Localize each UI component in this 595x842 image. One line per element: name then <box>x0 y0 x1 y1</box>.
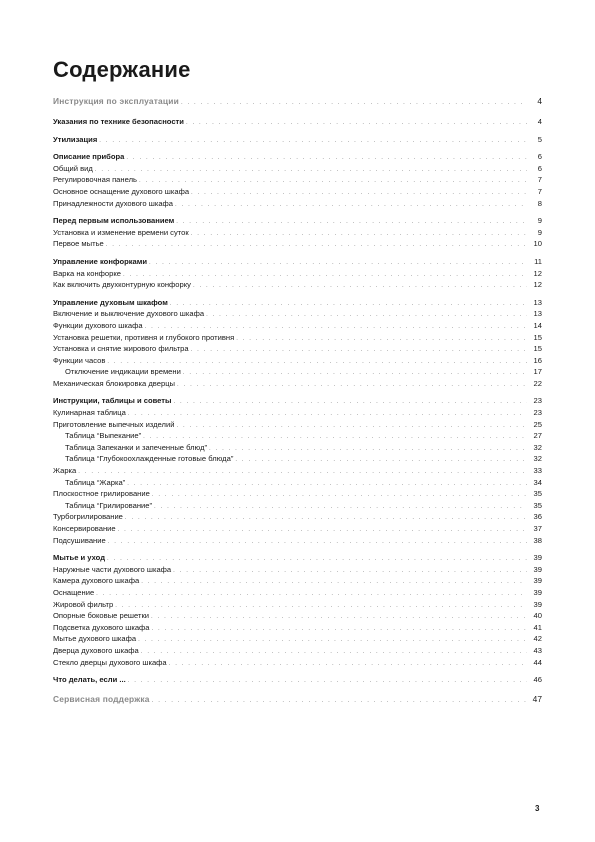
toc-entry-page: 27 <box>533 431 542 441</box>
toc-entry-page: 41 <box>533 622 542 632</box>
page-number: 3 <box>535 804 540 813</box>
toc-entry-page: 39 <box>533 553 542 563</box>
toc-entry <box>53 215 542 227</box>
toc-entry-label: Подсушивание <box>53 535 106 545</box>
toc-entry <box>53 511 542 523</box>
toc-entry-page: 7 <box>537 186 542 196</box>
toc-entry-page: 37 <box>533 524 542 533</box>
dot-leader <box>95 165 527 177</box>
toc-entry-label: Таблица “Выпекание” <box>65 431 142 441</box>
toc-entry <box>53 657 542 669</box>
dot-leader <box>141 577 527 589</box>
toc-entry <box>53 186 542 198</box>
toc-entry-page: 7 <box>537 175 542 185</box>
toc-entry <box>53 575 542 587</box>
toc-entry-label: Камера духового шкафа <box>53 576 140 586</box>
toc-entry-page: 15 <box>533 332 542 342</box>
dot-leader <box>173 566 527 578</box>
toc-entry-label: Механическая блокировка дверцы <box>53 378 175 388</box>
toc-entry-page: 13 <box>533 297 542 307</box>
toc-entry-label: Таблица Запеканки и запеченные блюд” <box>65 442 208 452</box>
toc-entry <box>53 407 542 419</box>
toc-entry-page: 6 <box>537 152 542 162</box>
toc-entry-label: Как включить двухконтурную конфорку <box>53 280 191 290</box>
dot-leader <box>186 118 527 130</box>
dot-leader <box>152 624 527 636</box>
toc-entry-label: Турбогрилирование <box>53 512 123 522</box>
toc-entry <box>53 238 542 250</box>
toc-entry-page: 16 <box>533 355 542 365</box>
dot-leader <box>118 525 527 537</box>
toc-entry <box>53 151 542 163</box>
toc-entry-label: Приготовление выпечных изделий <box>53 419 175 429</box>
toc-entry <box>53 564 542 576</box>
toc-entry <box>53 134 542 146</box>
dot-leader <box>191 188 527 200</box>
toc-entry-label: Регулировочная панель <box>53 175 137 185</box>
toc-entry-page: 6 <box>537 163 542 173</box>
table-of-contents <box>53 96 542 708</box>
dot-leader <box>151 612 527 624</box>
toc-entry-page: 11 <box>534 256 542 266</box>
toc-entry-page: 23 <box>533 408 542 418</box>
toc-entry <box>53 227 542 239</box>
toc-entry-page: 39 <box>533 576 542 586</box>
toc-entry-label: Таблица “Жарка” <box>65 477 126 487</box>
toc-entry-page: 35 <box>533 500 542 510</box>
toc-entry-label: Сервисная поддержка <box>53 693 150 704</box>
dot-leader <box>176 217 527 229</box>
toc-entry <box>53 279 542 291</box>
toc-entry-page: 12 <box>533 280 542 290</box>
toc-entry-label: Наружные части духового шкафа <box>53 564 172 574</box>
toc-entry <box>53 477 542 489</box>
dot-leader <box>152 696 527 708</box>
dot-leader <box>139 176 527 188</box>
toc-entry-page: 40 <box>533 611 542 621</box>
toc-entry-label: Отключение индикации времени <box>65 367 181 377</box>
toc-entry-page: 17 <box>533 367 542 377</box>
dot-leader <box>176 421 527 433</box>
toc-entry-page: 32 <box>533 454 542 464</box>
dot-leader <box>175 200 527 212</box>
dot-leader <box>154 502 527 514</box>
toc-entry <box>53 442 542 454</box>
toc-entry-page: 38 <box>533 535 542 545</box>
dot-leader <box>169 659 527 671</box>
toc-entry-label: Функции часов <box>53 355 106 365</box>
toc-entry-page: 36 <box>533 512 542 522</box>
toc-entry-label: Мытье духового шкафа <box>53 634 137 644</box>
toc-entry-page: 34 <box>533 477 542 487</box>
dot-leader <box>149 258 527 270</box>
dot-leader <box>191 345 527 357</box>
toc-entry <box>53 694 542 708</box>
toc-entry <box>53 523 542 535</box>
toc-entry-label: Подсветка духового шкафа <box>53 622 150 632</box>
toc-entry-label: Функции духового шкафа <box>53 320 143 330</box>
dot-leader <box>78 467 527 479</box>
dot-leader <box>209 444 527 456</box>
dot-leader <box>236 334 527 346</box>
toc-entry-label: Мытье и уход <box>53 553 106 563</box>
toc-entry <box>53 198 542 210</box>
toc-entry-label: Управление духовым шкафом <box>53 297 168 307</box>
toc-entry-label: Опорные боковые решетки <box>53 611 150 621</box>
toc-entry-page: 15 <box>533 344 542 354</box>
toc-entry-label: Принадлежности духового шкафа <box>53 198 174 208</box>
toc-entry <box>53 430 542 442</box>
dot-leader <box>128 409 527 421</box>
toc-entry-page: 4 <box>537 117 542 126</box>
dot-leader <box>115 601 527 613</box>
page-title: Содержание <box>53 57 191 82</box>
toc-entry <box>53 622 542 634</box>
toc-entry <box>53 163 542 175</box>
toc-entry-label: Консервирование <box>53 524 116 533</box>
dot-leader <box>193 281 527 293</box>
toc-entry <box>53 419 542 431</box>
toc-entry <box>53 320 542 332</box>
toc-entry-label: Управление конфорками <box>53 256 148 266</box>
toc-entry <box>53 343 542 355</box>
toc-entry-label: Перед первым использованием <box>53 216 175 226</box>
toc-entry-page: 4 <box>537 96 542 106</box>
toc-entry-label: Общий вид <box>53 163 93 173</box>
toc-entry <box>53 378 542 390</box>
toc-entry <box>53 633 542 645</box>
toc-entry-label: Плоскостное грилирование <box>53 489 150 499</box>
toc-entry-page: 22 <box>533 378 542 388</box>
dot-leader <box>170 299 527 311</box>
dot-leader <box>127 479 527 491</box>
dot-leader <box>106 240 527 252</box>
toc-entry <box>53 535 542 547</box>
toc-entry-label: Установка решетки, противня и глубокого противня <box>53 332 235 342</box>
toc-entry-page: 46 <box>533 675 542 685</box>
dot-leader <box>138 635 527 647</box>
toc-entry-label: Установка и изменение времени суток <box>53 227 189 237</box>
toc-entry-label: Включение и выключение духового шкафа <box>53 309 205 319</box>
toc-entry-label: Инструкции, таблицы и советы <box>53 396 172 406</box>
toc-entry-label: Установка и снятие жирового фильтра <box>53 344 189 354</box>
toc-entry-label: Что делать, если ... <box>53 675 126 685</box>
dot-leader <box>174 397 527 409</box>
toc-entry-page: 43 <box>533 645 542 655</box>
dot-leader <box>183 368 527 380</box>
dot-leader <box>99 136 527 148</box>
dot-leader <box>96 589 527 601</box>
toc-entry-page: 13 <box>533 309 542 319</box>
toc-entry-page: 39 <box>533 564 542 574</box>
dot-leader <box>177 380 527 392</box>
toc-entry-label: Стекло дверцы духового шкафа <box>53 657 167 667</box>
toc-entry-page: 39 <box>533 587 542 597</box>
toc-entry-page: 35 <box>533 489 542 499</box>
toc-entry <box>53 96 542 110</box>
toc-entry <box>53 645 542 657</box>
dot-leader <box>126 153 527 165</box>
toc-entry <box>53 256 542 268</box>
toc-entry-label: Жарка <box>53 466 77 476</box>
toc-entry <box>53 465 542 477</box>
dot-leader <box>125 513 527 525</box>
dot-leader <box>181 98 527 110</box>
toc-entry-page: 8 <box>537 198 542 208</box>
toc-entry-page: 32 <box>533 442 542 452</box>
dot-leader <box>206 310 527 322</box>
toc-entry-label: Утилизация <box>53 134 98 144</box>
toc-entry-label: Оснащение <box>53 587 95 597</box>
toc-entry-label: Основное оснащение духового шкафа <box>53 186 190 196</box>
toc-entry <box>53 610 542 622</box>
toc-entry-page: 33 <box>533 466 542 476</box>
toc-entry-label: Указания по технике безопасности <box>53 117 184 126</box>
toc-entry-label: Первое мытье <box>53 239 104 249</box>
toc-entry <box>53 355 542 367</box>
toc-entry <box>53 308 542 320</box>
toc-entry <box>53 500 542 512</box>
toc-entry-label: Варка на конфорке <box>53 268 122 278</box>
toc-entry <box>53 116 542 128</box>
toc-entry-page: 39 <box>533 599 542 609</box>
toc-entry <box>53 674 542 686</box>
toc-entry-label: Дверца духового шкафа <box>53 645 139 655</box>
toc-entry <box>53 587 542 599</box>
toc-entry-page: 47 <box>532 693 542 704</box>
toc-entry <box>53 453 542 465</box>
toc-entry <box>53 297 542 309</box>
dot-leader <box>152 490 527 502</box>
toc-entry-page: 5 <box>537 134 542 144</box>
toc-entry-page: 9 <box>537 227 542 237</box>
dot-leader <box>128 676 527 688</box>
toc-entry-page: 23 <box>533 396 542 406</box>
toc-entry <box>53 366 542 378</box>
toc-entry-page: 44 <box>533 657 542 667</box>
toc-entry-label: Таблица “Грилирование” <box>65 500 153 510</box>
toc-entry <box>53 174 542 186</box>
toc-entry-label: Жировой фильтр <box>53 599 114 609</box>
dot-leader <box>141 647 527 659</box>
toc-entry <box>53 332 542 344</box>
toc-entry <box>53 488 542 500</box>
toc-entry-label: Описание прибора <box>53 152 125 162</box>
dot-leader <box>108 537 527 549</box>
toc-entry <box>53 552 542 564</box>
toc-entry-label: Инструкция по эксплуатации <box>53 96 179 106</box>
toc-entry-label: Кулинарная таблица <box>53 408 126 418</box>
toc-entry-page: 14 <box>533 320 542 330</box>
toc-entry-page: 25 <box>533 419 542 429</box>
toc-entry-label: Таблица “Глубокоохлажденные готовые блюда” <box>65 454 234 464</box>
toc-entry-page: 9 <box>537 216 542 226</box>
toc-entry <box>53 599 542 611</box>
toc-entry-page: 10 <box>533 239 542 249</box>
toc-entry-page: 42 <box>533 634 542 644</box>
toc-entry <box>53 268 542 280</box>
dot-leader <box>235 455 527 467</box>
toc-entry-page: 12 <box>533 268 542 278</box>
toc-entry <box>53 395 542 407</box>
dot-leader <box>191 229 527 241</box>
